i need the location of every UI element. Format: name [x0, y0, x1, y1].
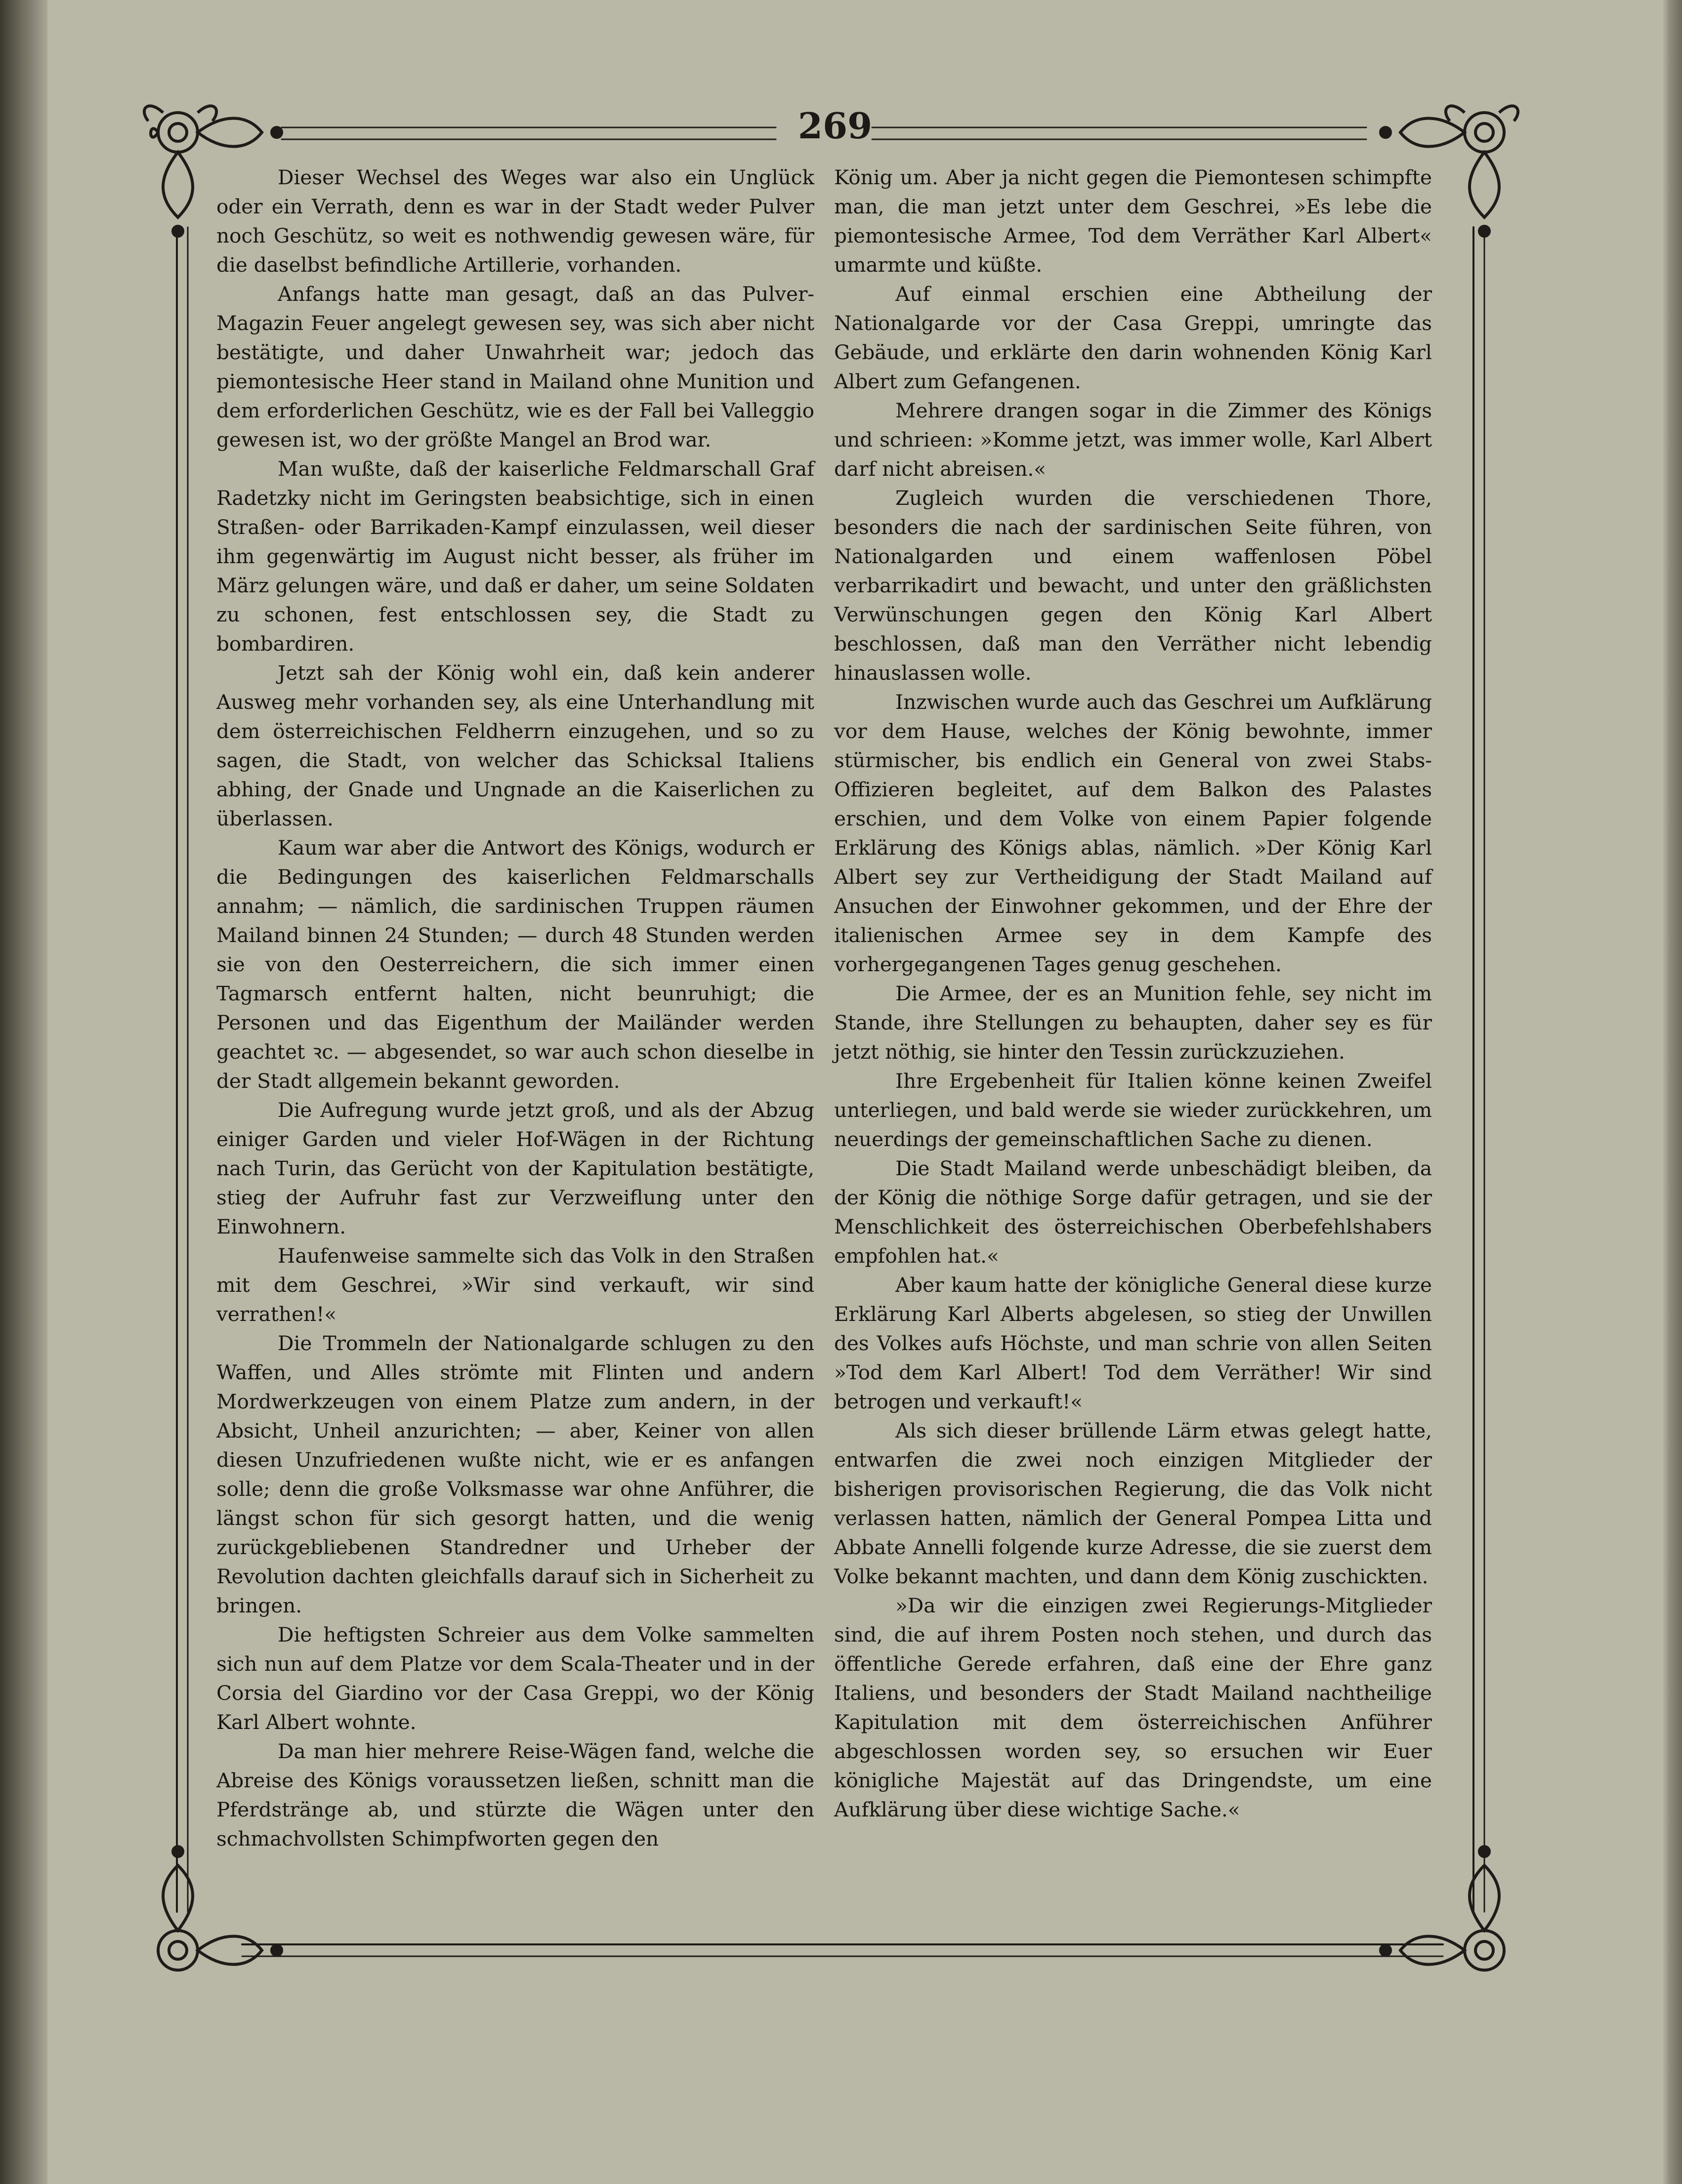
paragraph: Die Armee, der es an Munition fehle, sey nicht im Stande, ihre Stellungen zu behaupten, daher sey es für jetzt nöthig, sie hinter den Tessin zurückzuziehen. [834, 982, 1432, 1064]
paragraph: Aber kaum hatte der königliche General diese kurze Erklärung Karl Alberts abgelesen, so stieg der Unwillen des Volkes aufs Höchste, und man schrie von allen Seiten »Tod dem Karl Albert! Tod dem Verräther! Wir sind betrogen und verkauft!« [834, 1273, 1432, 1413]
corner-ornament-bottom-right [1381, 1847, 1504, 1970]
paragraph: Die Stadt Mailand werde unbeschädigt bleiben, da der König die nöthige Sorge dafür getragen, und sie der Menschlichkeit des österreichischen Oberbefehlshabers empfohlen hat.« [834, 1156, 1432, 1268]
page-number: 269 [798, 105, 873, 147]
paragraph: Als sich dieser brüllende Lärm etwas gelegt hatte, entwarfen die zwei noch einzigen Mitglieder der bisherigen provisorischen Regierung, die das Volk nicht verlassen hatten, nämlich der General Pompea Litta und Abbate Annelli folgende kurze Adresse, die sie zuerst dem Volke bekannt machten, und dann dem König zuschickten. [834, 1419, 1432, 1588]
paragraph: Da man hier mehrere Reise-Wägen fand, welche die Abreise des Königs voraussetzen ließen, schnitt man die Pferdstränge ab, und stürzte die Wägen unter den schmachvollsten Schimpfworten gegen den [216, 1739, 814, 1851]
paragraph: Jetzt sah der König wohl ein, daß kein anderer Ausweg mehr vorhanden sey, als eine Unterhandlung mit dem österreichischen Feldherrn einzugehen, und so zu sagen, die Stadt, von welcher das Schicksal Italiens abhing, der Gnade und Ungnade an die Kaiserlichen zu überlassen. [216, 661, 814, 830]
paragraph: Haufenweise sammelte sich das Volk in den Straßen mit dem Geschrei, »Wir sind verkauft, wir sind verrathen!« [216, 1244, 814, 1326]
paragraph: Kaum war aber die Antwort des Königs, wodurch er die Bedingungen des kaiserlichen Feldmarschalls annahm; — nämlich, die sardinischen Truppen räumen Mailand binnen 24 Stunden; — durch 48 Stunden werden sie von den Oesterreichern, die sich immer einen Tagmarsch entfernt halten, nicht beunruhigt; die Personen und das Eigenthum der Mailänder werden geachtet ꝛc. — abgesendet, so war auch schon dieselbe in der Stadt allgemein bekannt geworden. [216, 836, 814, 1093]
paragraph: Die Trommeln der Nationalgarde schlugen zu den Waffen, und Alles strömte mit Flinten und andern Mordwerkzeugen von einem Platze zum andern, in der Absicht, Unheil anzurichten; — aber, Keiner von allen diesen Unzufriedenen wußte nicht, wie er es anfangen solle; denn die große Volksmasse war ohne Anführer, die längst schon für sich gesorgt hatten, und die wenig zurückgebliebenen Standredner und Urheber der Revolution dachten gleichfalls darauf sich in Sicherheit zu bringen. [216, 1331, 814, 1617]
paragraph-continued: König um. Aber ja nicht gegen die Piemontesen schimpfte man, die man jetzt unter dem Geschrei, »Es lebe die piemontesische Armee, Tod dem Verräther Karl Albert« umarmte und küßte. [834, 165, 1432, 277]
paragraph: Die heftigsten Schreier aus dem Volke sammelten sich nun auf dem Platze vor dem Scala-Theater und in der Corsia del Giardino vor der Casa Greppi, wo der König Karl Albert wohnte. [216, 1623, 814, 1734]
paragraph: Mehrere drangen sogar in die Zimmer des Königs und schrieen: »Komme jetzt, was immer wolle, Karl Albert darf nicht abreisen.« [834, 399, 1432, 481]
paragraph: Man wußte, daß der kaiserliche Feldmarschall Graf Radetzky nicht im Geringsten beabsichtige, sich in einen Straßen- oder Barrikaden-Kampf einzulassen, weil dieser ihm gegenwärtig im August nicht besser, als früher im März gelungen wäre, und daß er daher, um seine Soldaten zu schonen, fest entschlossen sey, die Stadt zu bombardiren. [216, 457, 814, 656]
paragraph: Die Aufregung wurde jetzt groß, und als der Abzug einiger Garden und vieler Hof-Wägen in der Richtung nach Turin, das Gerücht von der Kapitulation bestätigte, stieg der Aufruhr fast zur Verzweiflung unter den Einwohnern. [216, 1098, 814, 1238]
paragraph: Auf einmal erschien eine Abtheilung der Nationalgarde vor der Casa Greppi, umringte das Gebäude, und erklärte den darin wohnenden König Karl Albert zum Gefangenen. [834, 282, 1432, 393]
paragraph: Ihre Ergebenheit für Italien könne keinen Zweifel unterliegen, und bald werde sie wieder zurückkehren, um neuerdings der gemeinschaftlichen Sache zu dienen. [834, 1069, 1432, 1151]
paragraph: Zugleich wurden die verschiedenen Thore, besonders die nach der sardinischen Seite führen, von Nationalgarden und einem waffenlosen Pöbel verbarrikadirt und bewacht, und unter den gräßlichsten Verwünschungen gegen den König Karl Albert beschlossen, daß man den Verräther nicht lebendig hinauslassen wolle. [834, 486, 1432, 685]
paragraph: Inzwischen wurde auch das Geschrei um Aufklärung vor dem Hause, welches der König bewohnte, immer stürmischer, bis endlich ein General von zwei Stabs-Offizieren begleitet, auf dem Balkon des Palastes erschien, und dem Volke von einem Papier folgende Erklärung des Königs ablas, nämlich. »Der König Karl Albert sey zur Vertheidigung der Stadt Mailand auf Ansuchen der Einwohner gekommen, und der Ehre der italienischen Armee sey in dem Kampfe des vorhergegangenen Tages genug geschehen. [834, 690, 1432, 976]
paragraph: Anfangs hatte man gesagt, daß an das Pulver-Magazin Feuer angelegt gewesen sey, was sich aber nicht bestätigte, und daher Unwahrheit war; jedoch das piemontesische Heer stand in Mailand ohne Munition und dem erforderlichen Geschütz, wie es der Fall bei Valleggio gewesen ist, wo der größte Mangel an Brod war. [216, 282, 814, 452]
right-text-column [834, 163, 1432, 1824]
left-text-column [216, 163, 814, 1854]
paragraph: Dieser Wechsel des Weges war also ein Unglück oder ein Verrath, denn es war in der Stadt weder Pulver noch Geschütz, so weit es nothwendig gewesen wäre, für die daselbst befindliche Artillerie, vorhanden. [216, 165, 814, 277]
paragraph: »Da wir die einzigen zwei Regierungs-Mitglieder sind, die auf ihrem Posten noch stehen, und durch das öffentliche Gerede erfahren, daß eine der Ehre ganz Italiens, und besonders der Stadt Mailand nachtheilige Kapitulation mit dem österreichischen Anführer abgeschlossen worden sey, so ersuchen wir Euer königliche Majestät auf das Dringendste, um eine Aufklärung über diese wichtige Sache.« [834, 1594, 1432, 1821]
